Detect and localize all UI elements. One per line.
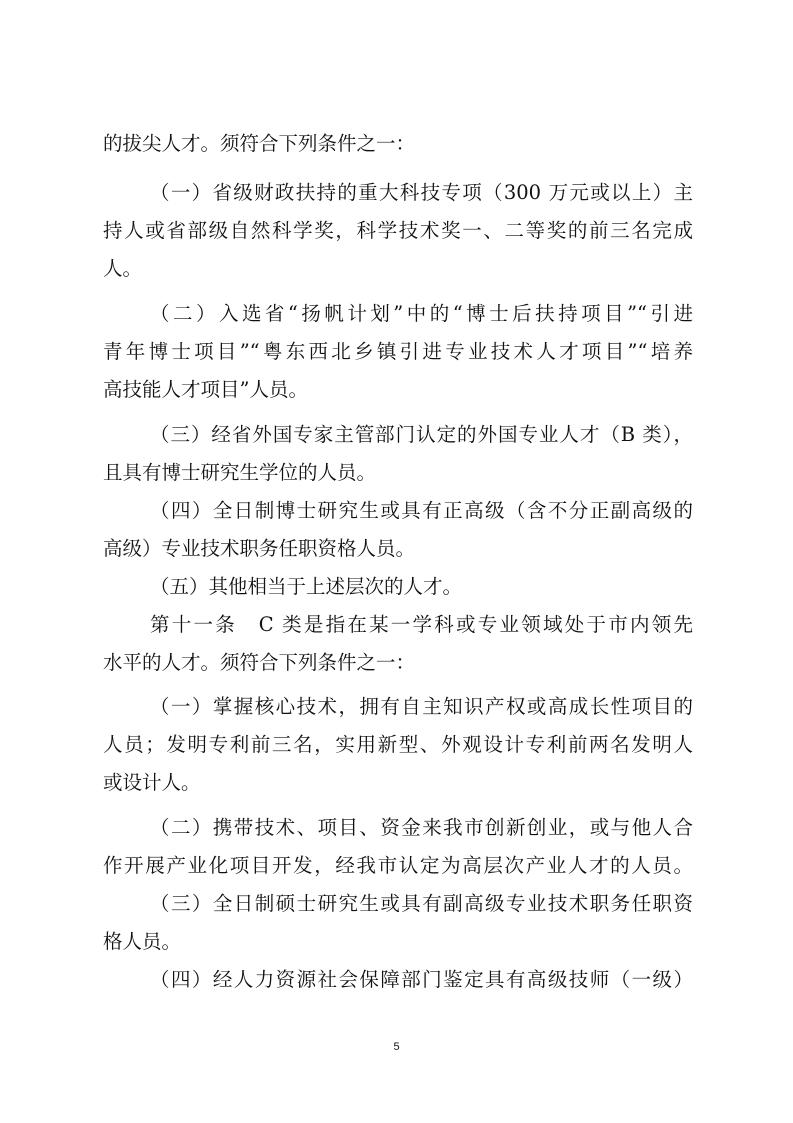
text-line: 人员；发明专利前三名，实用新型、外观设计专利前两名发明人 bbox=[103, 733, 693, 756]
text-line: （一）掌握核心技术，拥有自主知识产权或高成长性项目的 bbox=[150, 695, 693, 718]
text-line: （五）其他相当于上述层次的人才。 bbox=[150, 575, 463, 598]
text-line: （二）携带技术、项目、资金来我市创新创业，或与他人合 bbox=[150, 816, 693, 839]
text-line: 人。 bbox=[103, 257, 143, 280]
text-line: （四）经人力资源社会保障部门鉴定具有高级技师（一级） bbox=[150, 968, 693, 991]
text-line: （三）经省外国专家主管部门认定的外国专业人才（B 类）， bbox=[150, 423, 693, 446]
text-line: （二）入选省“扬帆计划”中的“博士后扶持项目”“引进 bbox=[150, 302, 693, 325]
text-line: （三）全日制硕士研究生或具有副高级专业技术职务任职资 bbox=[150, 892, 693, 915]
text-line: 的拔尖人才。须符合下列条件之一： bbox=[103, 132, 416, 155]
text-line: 作开展产业化项目开发，经我市认定为高层次产业人才的人员。 bbox=[103, 854, 693, 877]
page-number: 5 bbox=[393, 1041, 400, 1053]
text-line: 水平的人才。须符合下列条件之一： bbox=[103, 651, 416, 674]
text-line: 格人员。 bbox=[103, 930, 182, 953]
text-line: 且具有博士研究生学位的人员。 bbox=[103, 461, 377, 484]
text-line: 持人或省部级自然科学奖，科学技术奖一、二等奖的前三名完成 bbox=[103, 219, 693, 242]
text-line: 或设计人。 bbox=[103, 771, 201, 794]
text-line: （四）全日制博士研究生或具有正高级（含不分正副高级的 bbox=[150, 499, 693, 522]
text-line: 高技能人才项目”人员。 bbox=[103, 378, 308, 401]
text-line: 青年博士项目”“粤东西北乡镇引进专业技术人才项目”“培养 bbox=[103, 340, 693, 363]
text-line: 第十一条 C 类是指在某一学科或专业领域处于市内领先 bbox=[150, 613, 693, 636]
text-line: 高级）专业技术职务任职资格人员。 bbox=[103, 537, 416, 560]
text-line: （一）省级财政扶持的重大科技专项（300 万元或以上）主 bbox=[150, 181, 693, 204]
